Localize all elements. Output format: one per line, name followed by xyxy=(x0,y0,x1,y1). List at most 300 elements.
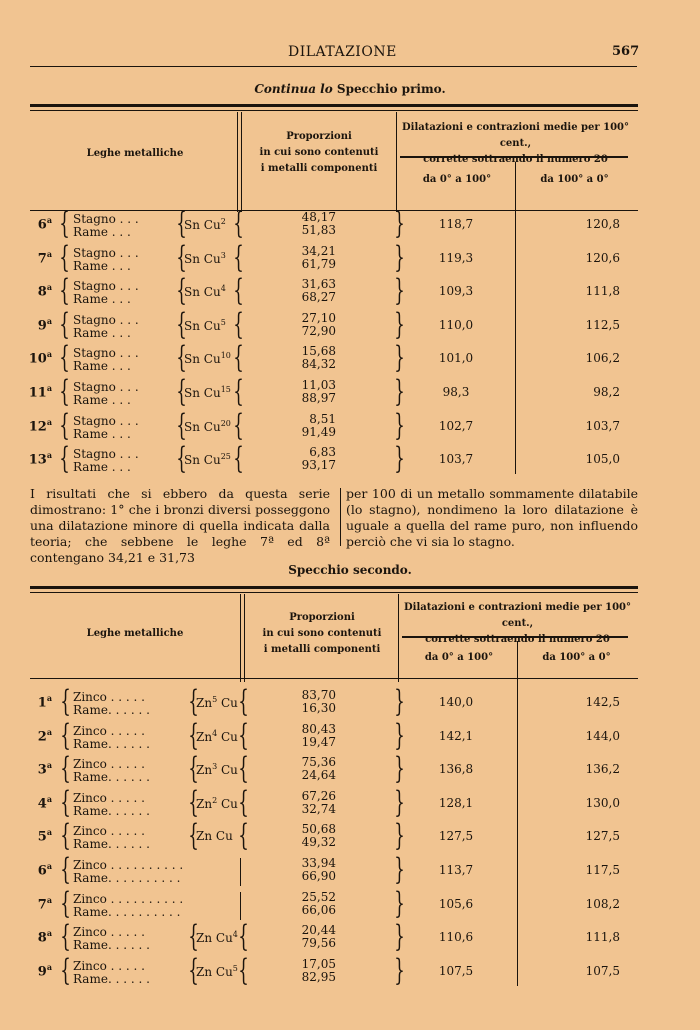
row-number xyxy=(22,693,52,710)
chemical-formula xyxy=(184,284,226,299)
paragraph-right: per 100 di un metallo sommamente dilatabile (lo stagno), nondimeno la loro dilatazione è uguale a quella del rame puro, non influendo perciò che vi sia lo stagno. xyxy=(346,486,638,549)
row-number xyxy=(22,349,52,366)
metal-name-1: Stagno . . . xyxy=(73,312,139,327)
proportions xyxy=(274,689,336,715)
row-number-value: 1 xyxy=(37,695,47,711)
formula-base: Zn Cu xyxy=(196,931,233,946)
proportion-1: 20,44 xyxy=(301,923,336,938)
formula-tail: Cu xyxy=(212,829,233,844)
metal-name-2: Rame . . . xyxy=(73,393,131,407)
chemical-formula xyxy=(184,251,226,266)
dilatation-100-0: 105,0 xyxy=(585,452,620,467)
left-brace: { xyxy=(60,885,71,921)
table-row xyxy=(0,921,700,955)
proportion-2: 66,06 xyxy=(301,902,336,917)
formula-exponent: 2 xyxy=(220,217,226,226)
table-row xyxy=(0,784,700,821)
t2-header-bottom xyxy=(30,678,638,679)
metal-names xyxy=(73,247,139,273)
ordinal-marker: a xyxy=(46,215,52,225)
metal-name-2: Rame . . . xyxy=(73,426,131,441)
formula-base: Sn Cu xyxy=(184,386,221,400)
metal-name-2: Rame . . . xyxy=(73,359,131,374)
metal-name-1: Zinco . . . . . xyxy=(73,958,145,973)
row-number-value: 7 xyxy=(37,896,47,912)
row-number-value: 9 xyxy=(37,964,47,980)
table-row xyxy=(0,820,700,854)
running-header xyxy=(0,44,700,64)
t2-col-range2: da 100° a 0° xyxy=(542,652,611,663)
dilatation-0-100: 136,8 xyxy=(438,762,474,777)
row-number-value: 5 xyxy=(37,829,47,845)
dilatation-0-100: 98,3 xyxy=(442,385,470,399)
proportions xyxy=(274,823,336,849)
formula-exponent: 25 xyxy=(220,452,231,462)
proportion-brace: } xyxy=(394,684,405,719)
dilatation-0-100: 107,5 xyxy=(438,963,474,978)
ordinal-marker: a xyxy=(46,827,52,838)
formula-exponent: 3 xyxy=(212,762,218,772)
formula-tail: Cu xyxy=(217,696,238,710)
formula-exponent: 3 xyxy=(220,250,226,260)
chemical-formula xyxy=(184,385,231,400)
metal-name-2: Rame. . . . . . . . . . xyxy=(73,904,181,919)
formula-base: Zn xyxy=(196,729,213,744)
row-number-value: 3 xyxy=(37,762,47,778)
proportions xyxy=(274,924,336,950)
t1-prop-line-3: i metalli componenti xyxy=(260,163,378,174)
dilatation-100-0: 127,5 xyxy=(585,829,620,844)
t2-prop-line-1: Proporzioni xyxy=(289,612,355,623)
proportion-brace: } xyxy=(394,374,405,409)
dilatation-0-100: 102,7 xyxy=(438,418,474,433)
left-brace: { xyxy=(60,684,71,719)
proportion-2: 19,47 xyxy=(301,734,336,749)
dilatation-0-100: 118,7 xyxy=(438,217,474,231)
row-number xyxy=(22,282,52,299)
metal-names xyxy=(73,792,150,818)
t1-col-range1: da 0° a 100° xyxy=(422,174,492,185)
dilatation-100-0: 142,5 xyxy=(585,695,620,709)
table-row xyxy=(0,239,700,276)
formula-open-brace: { xyxy=(176,407,187,443)
t1-col-dilatation xyxy=(398,120,633,168)
chemical-formula xyxy=(196,930,238,945)
row-number xyxy=(22,417,52,434)
formula-base: Sn Cu xyxy=(184,218,221,232)
formula-gap-rule xyxy=(240,892,241,920)
dilatation-100-0: 111,8 xyxy=(585,284,620,299)
metal-name-1: Stagno . . . xyxy=(73,212,139,226)
page-number: 567 xyxy=(612,44,640,59)
proportions xyxy=(274,756,336,782)
proportion-brace: } xyxy=(394,784,405,820)
proportion-1: 11,03 xyxy=(301,378,336,392)
ordinal-marker: a xyxy=(46,894,52,905)
row-number xyxy=(22,450,52,467)
formula-tail: Cu xyxy=(217,796,238,811)
ordinal-marker: a xyxy=(46,416,52,427)
metal-name-1: Zinco . . . . . xyxy=(73,790,145,805)
proportion-2: 61,79 xyxy=(301,256,336,271)
proportion-brace: } xyxy=(394,885,405,921)
dilatation-0-100: 105,6 xyxy=(438,896,474,911)
row-number xyxy=(22,249,52,266)
chemical-formula xyxy=(184,217,226,232)
metal-names xyxy=(73,280,139,306)
dilatation-100-0: 107,5 xyxy=(585,963,620,978)
proportion-2: 66,90 xyxy=(301,869,336,883)
ordinal-marker: a xyxy=(46,726,52,737)
ordinal-marker: a xyxy=(46,928,52,939)
dilatation-0-100: 113,7 xyxy=(438,863,474,877)
formula-close-brace: { xyxy=(238,784,249,820)
t2-col-alloys: Leghe metalliche xyxy=(86,628,184,639)
t1-prop-line-2: in cui sono contenuti xyxy=(259,147,379,158)
formula-tail: Cu xyxy=(217,763,238,778)
metal-name-2: Rame. . . . . . xyxy=(73,770,150,785)
proportion-brace: } xyxy=(394,407,405,443)
chemical-formula xyxy=(196,695,238,710)
proportion-2: 49,32 xyxy=(301,835,336,850)
proportion-2: 16,30 xyxy=(301,701,336,715)
dilatation-100-0: 106,2 xyxy=(585,351,620,366)
t1-col-range2: da 100° a 0° xyxy=(540,174,609,185)
table-row xyxy=(0,686,700,720)
chemical-formula xyxy=(184,318,226,333)
dilatation-0-100: 110,0 xyxy=(438,317,474,332)
formula-base: Sn Cu xyxy=(184,318,221,333)
proportion-brace: } xyxy=(394,306,405,342)
t2-dil-line-2: corrette sottraendo il numero 20 xyxy=(425,634,610,645)
proportion-1: 25,52 xyxy=(301,889,336,904)
formula-exponent: 5 xyxy=(232,963,238,973)
formula-exponent: 20 xyxy=(220,418,231,428)
t1-col-alloys: Leghe metalliche xyxy=(86,148,184,159)
proportion-brace: } xyxy=(394,717,405,753)
formula-close-brace: { xyxy=(238,919,249,955)
proportion-1: 15,68 xyxy=(301,344,336,359)
formula-open-brace: { xyxy=(188,717,199,753)
metal-name-1: Zinco . . . . . . . . . . xyxy=(73,891,184,906)
row-number xyxy=(22,861,52,878)
left-brace: { xyxy=(59,306,70,342)
t2-col-proportions xyxy=(248,610,396,658)
formula-open-brace: { xyxy=(188,784,199,820)
left-brace: { xyxy=(60,919,71,955)
proportion-1: 8,51 xyxy=(309,411,336,426)
metal-names xyxy=(73,347,139,373)
proportions xyxy=(274,413,336,439)
formula-base: Sn Cu xyxy=(184,251,221,266)
table-row xyxy=(0,443,700,477)
ordinal-marker: a xyxy=(46,383,52,393)
metal-names xyxy=(73,213,139,239)
formula-close-brace: { xyxy=(233,306,244,342)
row-number-value: 10 xyxy=(28,351,47,367)
row-number-value: 9 xyxy=(37,318,47,334)
proportions xyxy=(274,857,336,883)
row-number-value: 8 xyxy=(37,930,47,946)
metal-name-1: Stagno . . . xyxy=(73,245,139,260)
chemical-formula xyxy=(184,419,231,434)
proportions xyxy=(274,211,336,237)
chemical-formula xyxy=(196,762,238,777)
ordinal-marker: a xyxy=(46,693,52,703)
ordinal-marker: a xyxy=(46,349,52,360)
formula-close-brace: { xyxy=(238,684,249,719)
formula-close-brace: { xyxy=(233,206,244,241)
formula-close-brace: { xyxy=(233,239,244,275)
formula-base: Zn xyxy=(196,763,213,778)
dilatation-100-0: 103,7 xyxy=(585,418,620,433)
t1-col-divider-2 xyxy=(396,112,397,212)
left-brace: { xyxy=(60,784,71,820)
formula-open-brace: { xyxy=(188,919,199,955)
formula-exponent: 2 xyxy=(212,795,218,805)
metal-names xyxy=(73,415,139,441)
ordinal-marker: a xyxy=(46,861,52,871)
formula-open-brace: { xyxy=(188,952,199,988)
chemical-formula xyxy=(184,452,231,467)
row-number-value: 7 xyxy=(37,250,47,266)
formula-open-brace: { xyxy=(188,751,199,787)
proportion-brace: } xyxy=(394,852,405,887)
formula-open-brace: { xyxy=(176,441,187,477)
table1 xyxy=(0,104,700,484)
metal-name-1: Stagno . . . xyxy=(73,346,139,361)
metal-name-2: Rame. . . . . . xyxy=(73,938,150,953)
metal-name-1: Zinco . . . . . xyxy=(73,690,145,704)
dilatation-0-100: 110,6 xyxy=(438,930,474,945)
metal-name-2: Rame . . . xyxy=(73,258,131,273)
formula-close-brace: { xyxy=(238,818,249,854)
t1-col-proportions xyxy=(245,129,393,177)
t2-top-rule xyxy=(30,586,638,589)
table-row xyxy=(0,753,700,787)
formula-exponent: 10 xyxy=(220,351,231,361)
proportion-brace: } xyxy=(394,239,405,275)
ordinal-marker: a xyxy=(46,282,52,293)
metal-names xyxy=(73,825,150,851)
paragraph-left: I risultati che si ebbero da questa serie dimostrano: 1° che i bronzi diversi posseggono una dilatazione minore di quella indicata dalla teoria; che sebbene le leghe 7ª ed 8ª contengano 34,21 e 31,73 xyxy=(30,486,330,565)
row-number xyxy=(22,383,52,400)
metal-name-2: Rame . . . xyxy=(73,225,131,239)
metal-name-1: Zinco . . . . . xyxy=(73,757,145,772)
dilatation-0-100: 119,3 xyxy=(438,250,474,265)
chemical-formula xyxy=(184,351,231,366)
proportion-1: 27,10 xyxy=(301,310,336,325)
header-rule xyxy=(30,66,637,67)
column-divider xyxy=(340,488,341,546)
table-row xyxy=(0,376,700,410)
metal-name-2: Rame . . . xyxy=(73,325,131,340)
formula-base: Zn xyxy=(196,696,213,710)
metal-names xyxy=(73,926,150,952)
metal-name-1: Zinco . . . . . . . . . . xyxy=(73,858,184,872)
metal-name-1: Stagno . . . xyxy=(73,279,139,294)
formula-close-brace: { xyxy=(238,952,249,988)
left-brace: { xyxy=(60,751,71,787)
chemical-formula xyxy=(196,796,238,811)
t2-top-rule-thin xyxy=(30,592,638,593)
proportion-1: 50,68 xyxy=(301,822,336,837)
row-number-value: 6 xyxy=(37,863,47,879)
row-number-value: 11 xyxy=(28,385,47,401)
ordinal-marker: a xyxy=(46,961,52,972)
dilatation-0-100: 103,7 xyxy=(438,452,474,467)
dilatation-100-0: 111,8 xyxy=(585,930,620,945)
metal-names xyxy=(73,448,139,474)
metal-name-2: Rame. . . . . . xyxy=(73,803,150,818)
formula-base: Sn Cu xyxy=(184,419,221,434)
dilatation-0-100: 142,1 xyxy=(438,728,474,743)
row-number xyxy=(22,794,52,811)
t2-prop-line-2: in cui sono contenuti xyxy=(262,628,382,639)
t2-col-divider-1b xyxy=(244,594,245,682)
table-row xyxy=(0,208,700,242)
row-number xyxy=(22,727,52,744)
proportion-1: 17,05 xyxy=(301,956,336,971)
table-row xyxy=(0,342,700,376)
chemical-formula xyxy=(196,729,238,744)
table-row xyxy=(0,854,700,888)
proportions xyxy=(274,958,336,984)
left-brace: { xyxy=(60,852,71,887)
dilatation-0-100: 109,3 xyxy=(438,284,474,299)
dilatation-100-0: 130,0 xyxy=(585,795,620,810)
table1-caption-bold: Specchio primo. xyxy=(336,82,446,96)
metal-name-2: Rame. . . . . . xyxy=(73,736,150,751)
proportion-2: 68,27 xyxy=(301,290,336,305)
row-number-value: 2 xyxy=(37,728,47,744)
t1-prop-line-1: Proporzioni xyxy=(286,131,352,142)
left-brace: { xyxy=(60,717,71,753)
row-number xyxy=(22,962,52,979)
metal-name-1: Stagno . . . xyxy=(73,380,139,394)
dilatation-0-100: 128,1 xyxy=(438,795,474,810)
left-brace: { xyxy=(59,273,70,309)
left-brace: { xyxy=(59,441,70,477)
proportion-brace: } xyxy=(394,751,405,787)
t2-col-divider-2 xyxy=(398,594,399,682)
dilatation-100-0: 120,8 xyxy=(585,217,620,231)
formula-exponent: 5 xyxy=(220,317,226,327)
proportion-brace: } xyxy=(394,273,405,309)
proportion-brace: } xyxy=(394,206,405,241)
formula-close-brace: { xyxy=(233,340,244,376)
proportions xyxy=(274,891,336,917)
formula-close-brace: { xyxy=(233,374,244,409)
formula-exponent: 4 xyxy=(232,930,238,940)
proportion-2: 51,83 xyxy=(301,223,336,237)
formula-open-brace: { xyxy=(176,306,187,342)
metal-names xyxy=(73,314,139,340)
metal-name-2: Rame. . . . . . xyxy=(73,703,150,717)
formula-open-brace: { xyxy=(188,818,199,854)
proportion-2: 91,49 xyxy=(301,424,336,439)
table1-caption xyxy=(0,82,700,96)
formula-base: Zn xyxy=(196,829,213,844)
ordinal-marker: a xyxy=(46,793,52,804)
formula-open-brace: { xyxy=(176,206,187,241)
formula-close-brace: { xyxy=(233,441,244,477)
row-number xyxy=(22,827,52,844)
left-brace: { xyxy=(60,952,71,988)
table-row xyxy=(0,275,700,309)
t1-top-rule-thin xyxy=(30,110,638,111)
t1-col-divider-1b xyxy=(241,112,242,212)
dilatation-100-0: 144,0 xyxy=(585,728,620,743)
dilatation-100-0: 120,6 xyxy=(585,250,620,265)
table-row xyxy=(0,407,700,444)
running-title: DILATAZIONE xyxy=(288,44,397,60)
left-brace: { xyxy=(59,239,70,275)
t2-dil-line-1: Dilatazioni e contrazioni medie per 100° cent., xyxy=(403,602,632,629)
chemical-formula xyxy=(196,829,233,843)
proportion-1: 75,36 xyxy=(301,755,336,770)
formula-close-brace: { xyxy=(238,717,249,753)
formula-close-brace: { xyxy=(238,751,249,787)
t2-col-divider-1 xyxy=(240,594,241,682)
formula-open-brace: { xyxy=(176,273,187,309)
row-number xyxy=(22,928,52,945)
formula-base: Sn Cu xyxy=(184,453,221,468)
metal-name-1: Stagno . . . xyxy=(73,447,139,462)
metal-names xyxy=(73,691,150,717)
left-brace: { xyxy=(59,206,70,241)
dilatation-0-100: 101,0 xyxy=(438,351,474,366)
formula-exponent: 5 xyxy=(212,695,218,704)
proportion-brace: } xyxy=(394,441,405,477)
metal-name-2: Rame . . . xyxy=(73,460,131,475)
metal-name-2: Rame. . . . . . xyxy=(73,837,150,852)
row-number-value: 4 xyxy=(37,796,47,812)
proportions xyxy=(274,278,336,304)
proportions xyxy=(274,446,336,472)
metal-names xyxy=(73,758,150,784)
formula-base: Zn xyxy=(196,796,213,811)
proportions xyxy=(274,790,336,816)
proportion-1: 33,94 xyxy=(301,856,336,870)
metal-name-1: Stagno . . . xyxy=(73,413,139,428)
chemical-formula xyxy=(196,964,238,979)
t1-dil-line-1: Dilatazioni e contrazioni medie per 100° cent., xyxy=(401,122,630,149)
row-number xyxy=(22,760,52,777)
formula-base: Sn Cu xyxy=(184,285,221,300)
metal-name-2: Rame. . . . . . . . . . xyxy=(73,871,181,885)
proportion-2: 72,90 xyxy=(301,323,336,338)
row-number xyxy=(22,895,52,912)
formula-exponent: 15 xyxy=(220,385,231,394)
proportion-2: 82,95 xyxy=(301,969,336,984)
formula-open-brace: { xyxy=(176,340,187,376)
dilatation-100-0: 98,2 xyxy=(593,385,620,399)
proportions xyxy=(274,379,336,405)
formula-exponent: 4 xyxy=(212,728,218,738)
metal-names xyxy=(73,859,183,885)
proportion-1: 6,83 xyxy=(309,445,336,460)
dilatation-0-100: 140,0 xyxy=(438,695,474,709)
metal-name-1: Zinco . . . . . xyxy=(73,925,145,940)
proportion-1: 34,21 xyxy=(301,243,336,258)
table-row xyxy=(0,885,700,922)
proportion-2: 32,74 xyxy=(301,801,336,816)
formula-close-brace: { xyxy=(233,273,244,309)
formula-base: Zn Cu xyxy=(196,964,233,979)
formula-open-brace: { xyxy=(176,239,187,275)
table-row xyxy=(0,306,700,343)
